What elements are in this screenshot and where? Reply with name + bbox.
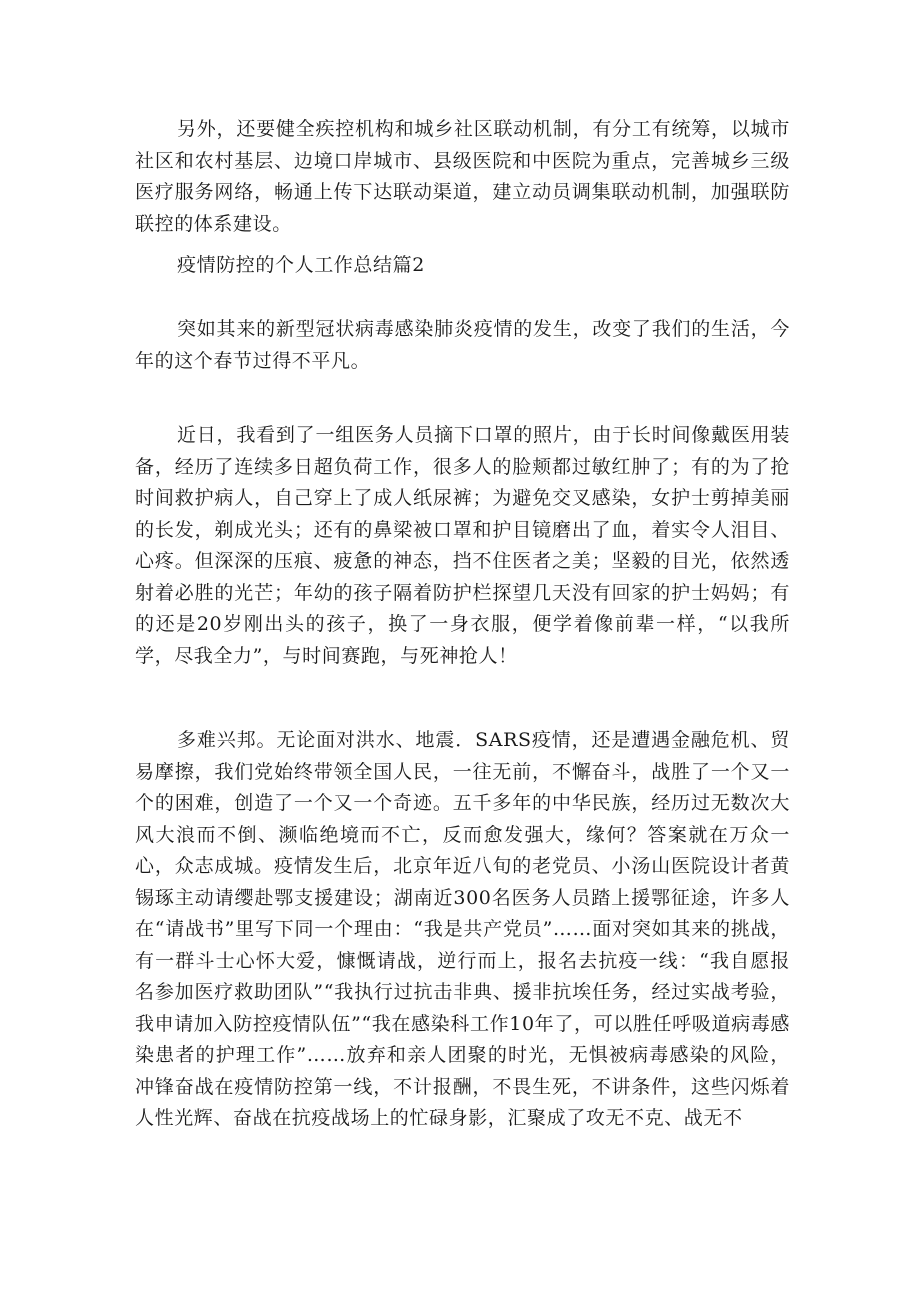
section-heading: 疫情防控的个人工作总结篇2 bbox=[177, 254, 425, 276]
paragraph-1: 另外，还要健全疾控机构和城乡社区联动机制，有分工有统筹，以城市社区和农村基层、边境口岸城市、县级医院和中医院为重点，完善城乡三级医疗服务网络，畅通上传下达联动渠道，建立动员调集联动机制，加强联防联控的体系建设。 bbox=[135, 118, 790, 235]
paragraph-4: 多难兴邦。无论面对洪水、地震．SARS疫情，还是遭遇金融危机、贸易摩擦，我们党始终带领全国人民，一往无前，不懈奋斗，战胜了一个又一个的困难，创造了一个又一个奇迹。五千多年的中华民族，经历过无数次大风大浪而不倒、濒临绝境而不亡，反而愈发强大，缘何？答案就在万众一心，众志成城。疫情发生后，北京年近八旬的老党员、小汤山医院设计者黄锡琢主动请缨赴鄂支援建设；湖南近300名医务人员踏上援鄂征途，许多人在“请战书”里写下同一个理由：“我是共产党员”……面对突如其来的挑战，有一群斗士心怀大爱，慷慨请战，逆行而上，报名去抗疫一线：“我自愿报名参加医疗救助团队”“我执行过抗击非典、援非抗埃任务，经过实战考验，我申请加入防控疫情队伍”“我在感染科工作10年了，可以胜任呼吸道病毒感染患者的护理工作”……放弃和亲人团聚的时光，无惧被病毒感染的风险，冲锋奋战在疫情防控第一线，不计报酬，不畏生死，不讲条件，这些闪烁着人性光辉、奋战在抗疫战场上的忙碌身影，汇聚成了攻无不克、战无不 bbox=[135, 729, 790, 1129]
paragraph-2: 突如其来的新型冠状病毒感染肺炎疫情的发生，改变了我们的生活，今年的这个春节过得不平凡。 bbox=[135, 318, 790, 372]
paragraph-3: 近日，我看到了一组医务人员摘下口罩的照片，由于长时间像戴医用装备，经历了连续多日超负荷工作，很多人的脸颊都过敏红肿了；有的为了抢时间救护病人，自己穿上了成人纸尿裤；为避免交叉感染，女护士剪掉美丽的长发，剃成光头；还有的鼻梁被口罩和护目镜磨出了血，着实令人泪目、心疼。但深深的压痕、疲惫的神态，挡不住医者之美；坚毅的目光，依然透射着必胜的光芒；年幼的孩子隔着防护栏探望几天没有回家的护士妈妈；有的还是20岁刚出头的孩子，换了一身衣服，便学着像前辈一样，“以我所学，尽我全力”，与时间赛跑，与死神抢人！ bbox=[135, 424, 790, 667]
